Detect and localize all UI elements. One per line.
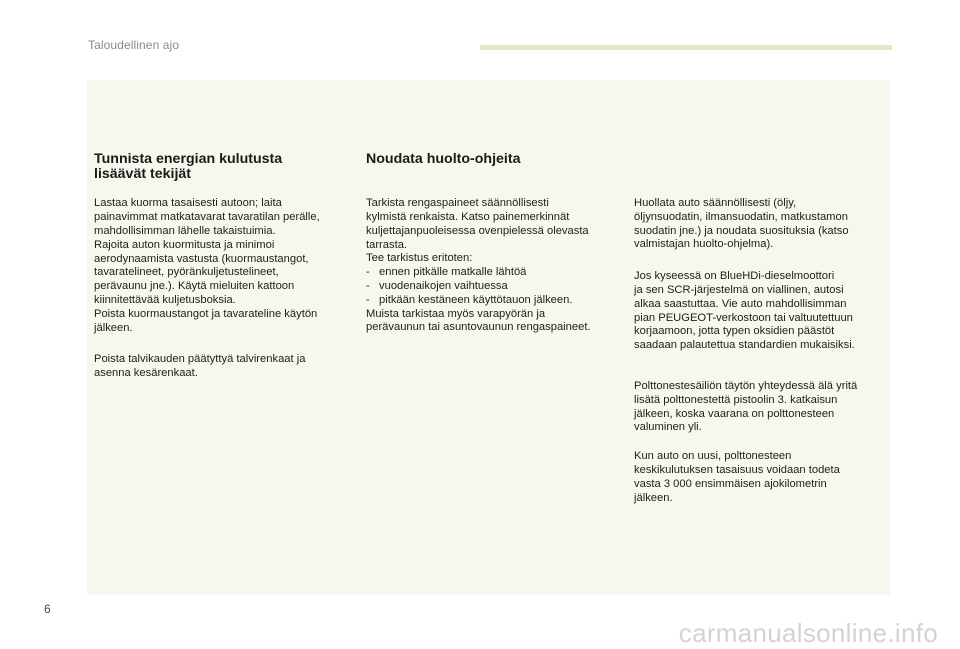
watermark-text: carmanualsonline.info [678, 618, 938, 648]
text-line: kylmistä renkaista. Katso painemerkinnät [366, 211, 570, 223]
list-item-text: pitkään kestäneen käyttötauon jälkeen. [379, 293, 573, 306]
heading-line: Tunnista energian kulutusta [94, 151, 283, 167]
text-line: Poista kuormaustangot ja tavarateline käytön [94, 307, 318, 320]
text-line: perävaunun tai asuntovaunun rengaspaineet. [366, 321, 591, 334]
text-line: tavaratelineet, pyöränkuljetustelineet, [94, 266, 279, 279]
paragraph-gap [634, 435, 884, 450]
text-line: valmistajan huolto-ohjelma). [634, 238, 774, 251]
maintenance-heading: Noudata huolto-ohjeita [366, 151, 521, 167]
energy-heading [94, 152, 352, 182]
text-line: kuljettajanpuoleisessa ovenpielessä olevasta [366, 224, 589, 237]
text-line: perävaunu jne.). Käytä mieluiten kattoon [94, 280, 295, 293]
text-line: pian PEUGEOT-verkostoon tai valtuutettuun [634, 311, 853, 324]
text-line: valuminen yli. [634, 421, 702, 434]
paragraph-gap [634, 252, 884, 270]
text-line: keskikulutuksen tasaisuus voidaan todeta [634, 463, 840, 476]
text-line: ja sen SCR-järjestelmä on viallinen, autosi [634, 283, 844, 296]
dash-bullet: - [366, 293, 370, 306]
column-service-notes [634, 197, 884, 505]
load-paragraph [94, 197, 352, 335]
bluehdi-paragraph [634, 270, 884, 353]
paragraph-gap [94, 335, 352, 353]
text-line: alkaa saastuttaa. Vie auto mahdollisimman [634, 297, 847, 310]
tyre-pressure-paragraph [366, 197, 616, 335]
paragraph-gap [634, 353, 884, 380]
text-line: Lastaa kuorma tasaisesti autoon; laita [94, 197, 282, 210]
column-energy-consumption [94, 152, 352, 381]
list-item [366, 280, 616, 294]
text-line: korjaamoon, jotta typen oksidien päästöt [634, 325, 835, 338]
list-item-text: ennen pitkälle matkalle lähtöä [379, 266, 527, 279]
dash-bullet: - [366, 279, 370, 292]
text-line: jälkeen. [94, 321, 133, 334]
text-line: Huollata auto säännöllisesti (öljy, [634, 197, 797, 209]
text-line: Muista tarkistaa myös varapyörän ja [366, 307, 546, 320]
text-line: Poista talvikauden päätyttyä talvirenkaat ja [94, 353, 306, 366]
new-car-paragraph [634, 450, 884, 505]
service-paragraph [634, 197, 884, 252]
text-line: jälkeen. [634, 491, 673, 504]
tyres-paragraph [94, 353, 352, 381]
text-line: jälkeen, koska vaarana on polttonesteen [634, 407, 835, 420]
list-item [366, 266, 616, 280]
text-line: painavimmat matkatavarat tavaratilan perälle, [94, 211, 320, 224]
text-line: Tarkista rengaspaineet säännöllisesti [366, 197, 549, 210]
text-line: vasta 3 000 ensimmäisen ajokilometrin [634, 477, 827, 490]
text-line: tarrasta. [366, 238, 408, 251]
list-item-text: vuodenaikojen vaihtuessa [379, 279, 508, 292]
text-line: Kun auto on uusi, polttonesteen [634, 450, 792, 463]
list-item [366, 294, 616, 308]
text-line: Jos kyseessä on BlueHDi-dieselmoottori [634, 270, 835, 283]
text-line: aerodynaamista vastusta (kuormaustangot, [94, 252, 309, 265]
page-number: 6 [44, 602, 51, 616]
text-line: asenna kesärenkaat. [94, 367, 198, 380]
text-line: suodatin jne.) ja noudata suosituksia (katso [634, 224, 849, 237]
section-title: Taloudellinen ajo [88, 38, 180, 52]
text-line: öljynsuodatin, ilmansuodatin, matkustamon [634, 210, 848, 223]
header-accent-bar [480, 45, 892, 50]
text-line: kiinnitettävää kuljetusboksia. [94, 293, 236, 306]
dash-bullet: - [366, 266, 370, 279]
column-maintenance [366, 152, 616, 335]
text-line: mahdollisimman lähelle takaistuimia. [94, 225, 276, 237]
text-line: Polttonestesäiliön täytön yhteydessä älä yritä [634, 379, 858, 392]
heading-line: lisäävät tekijät [94, 166, 192, 183]
text-line: saadaan palautettua standardien mukaisiksi. [634, 339, 855, 352]
text-line: Tee tarkistus eritoten: [366, 252, 473, 265]
refuelling-paragraph [634, 380, 884, 435]
text-line: lisätä polttonestettä pistoolin 3. katkaisun [634, 393, 838, 406]
text-line: Rajoita auton kuormitusta ja minimoi [94, 238, 275, 251]
